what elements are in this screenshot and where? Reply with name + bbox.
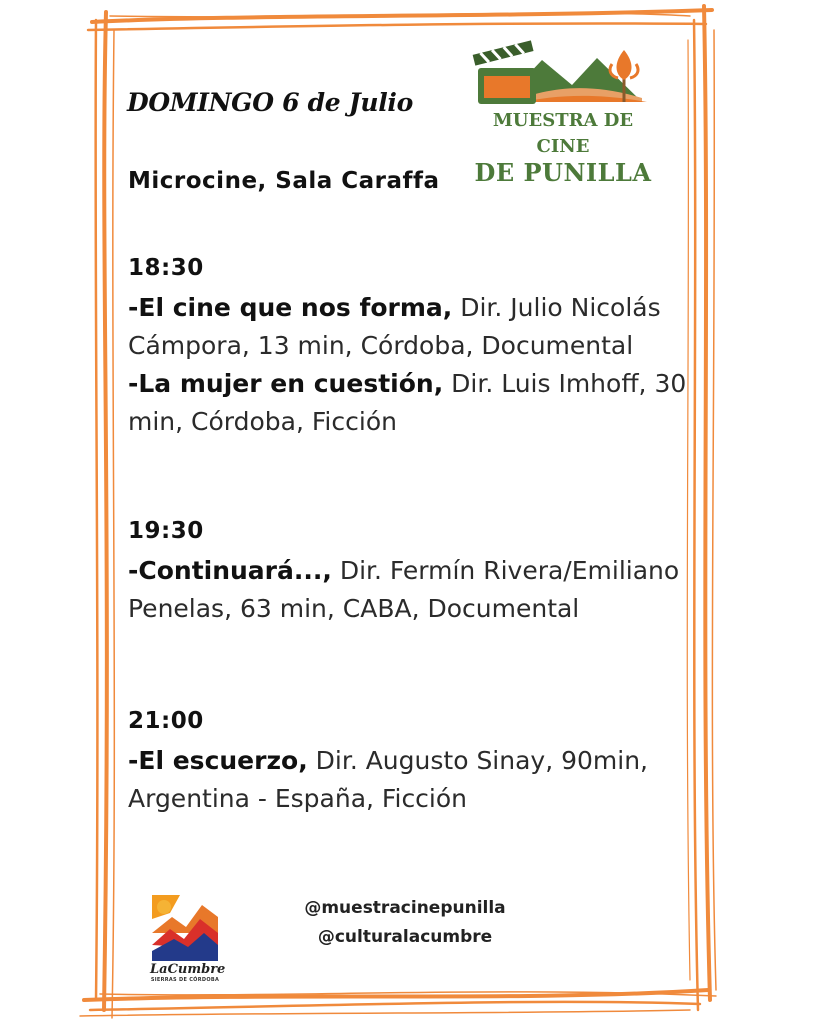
film-title: -El cine que nos forma, (128, 293, 453, 322)
screening-time: 19:30 (128, 518, 204, 544)
film-title: -La mujer en cuestión, (128, 369, 444, 398)
social-handle: @culturalacumbre (317, 927, 493, 947)
film-entry (128, 552, 688, 628)
festival-logo-text (474, 108, 652, 186)
film-details: Dir. Julio Nicolás Cámpora, 13 min, Córdoba, Documental (128, 293, 661, 360)
social-handle: @muestracinepunilla (304, 898, 506, 918)
event-date-title: DOMINGO 6 de Julio (127, 88, 413, 117)
schedule-block (128, 255, 688, 441)
logo-line-1: MUESTRA DE CINE (492, 110, 634, 157)
film-details: Dir. Fermín Rivera/Emiliano Penelas, 63 min, CABA, Documental (128, 556, 680, 623)
social-handles (290, 894, 520, 952)
la-cumbre-name: LaCumbre (150, 962, 226, 977)
film-title: -El escuerzo, (128, 746, 308, 775)
screening-time: 21:00 (128, 708, 204, 734)
venue-name: Microcine, Sala Caraffa (128, 168, 440, 194)
schedule-block (128, 708, 688, 818)
film-entry (128, 365, 688, 441)
film-entry (128, 742, 688, 818)
film-details: Dir. Luis Imhoff, 30 min, Córdoba, Ficción (128, 369, 687, 436)
film-details: Dir. Augusto Sinay, 90min, Argentina - España, Ficción (128, 746, 649, 813)
la-cumbre-subtitle: SIERRAS DE CÓRDOBA (150, 977, 220, 983)
screening-time: 18:30 (128, 255, 204, 281)
schedule-block (128, 518, 688, 628)
film-title: -Continuará..., (128, 556, 332, 585)
logo-line-2: DE PUNILLA (474, 158, 652, 187)
film-entry (128, 289, 688, 365)
